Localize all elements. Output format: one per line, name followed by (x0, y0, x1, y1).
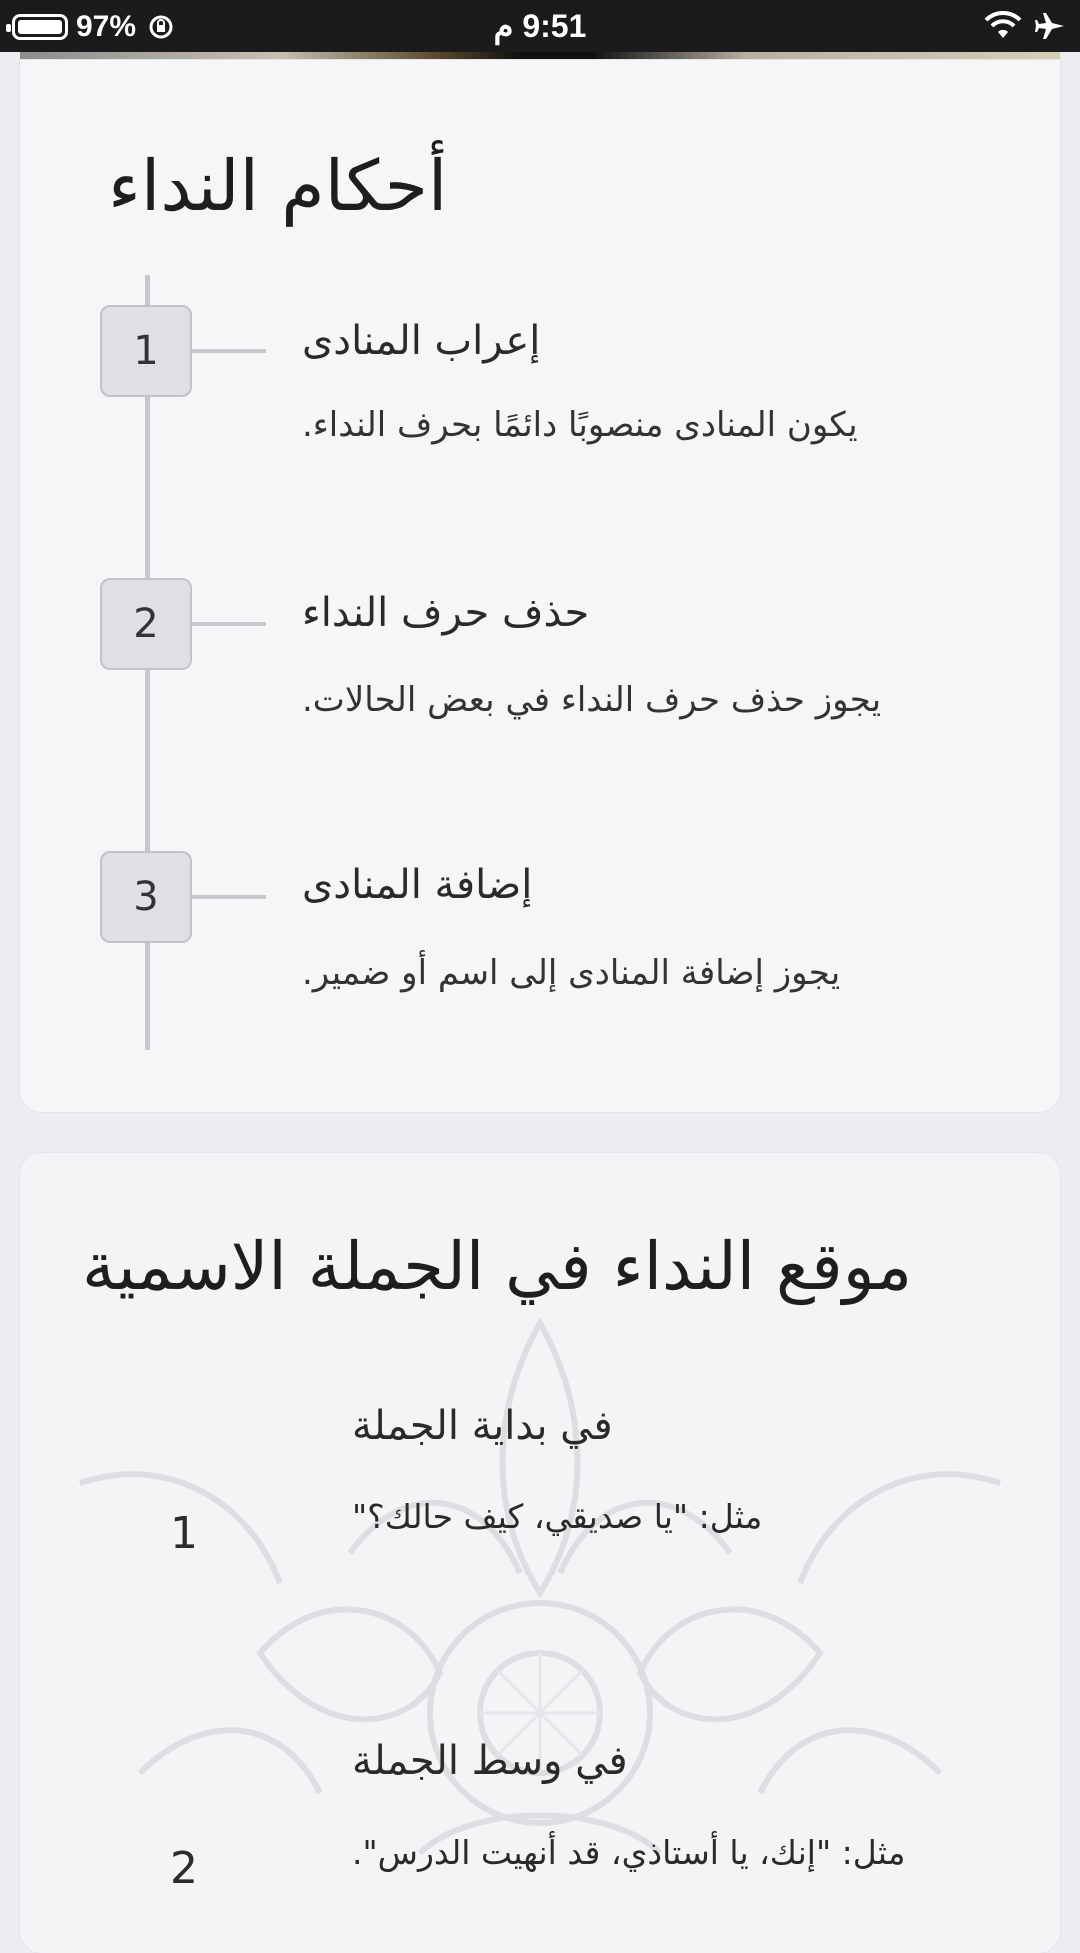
battery-percentage: 97% (76, 10, 137, 43)
timeline-step-number: 3 (100, 851, 192, 943)
status-bar (0, 0, 1080, 52)
timeline-connector (192, 895, 266, 899)
position-description: مثل: "يا صديقي، كيف حالك؟" (352, 1497, 763, 1536)
timeline-step-heading: حذف حرف النداء (302, 590, 590, 636)
position-heading: في وسط الجملة (352, 1738, 628, 1784)
position-title: موقع النداء في الجملة الاسمية (82, 1228, 913, 1305)
timeline-step-description: يجوز حذف حرف النداء في بعض الحالات. (302, 680, 882, 720)
wifi-icon (984, 11, 1022, 41)
clock: 9:51 م (493, 8, 587, 44)
timeline-step-number: 1 (100, 305, 192, 397)
timeline-step-description: يجوز إضافة المنادى إلى اسم أو ضمير. (302, 953, 841, 993)
airplane-icon (1034, 11, 1066, 41)
position-number: 1 (170, 1508, 198, 1559)
status-right (984, 11, 1066, 41)
timeline-step-number: 2 (100, 578, 192, 670)
position-card (20, 1153, 1060, 1953)
timeline-step-heading: إعراب المنادى (302, 318, 541, 364)
timeline-step-heading: إضافة المنادى (302, 862, 533, 908)
rules-card (20, 60, 1060, 1112)
timeline-step-description: يكون المنادى منصوبًا دائمًا بحرف النداء. (302, 405, 858, 445)
position-number: 2 (170, 1843, 198, 1894)
rules-title: أحكام النداء (108, 145, 448, 227)
position-description: مثل: "إنك، يا أستاذي، قد أنهيت الدرس". (352, 1833, 906, 1872)
timeline-connector (192, 349, 266, 353)
timeline-connector (192, 622, 266, 626)
position-heading: في بداية الجملة (352, 1403, 613, 1449)
